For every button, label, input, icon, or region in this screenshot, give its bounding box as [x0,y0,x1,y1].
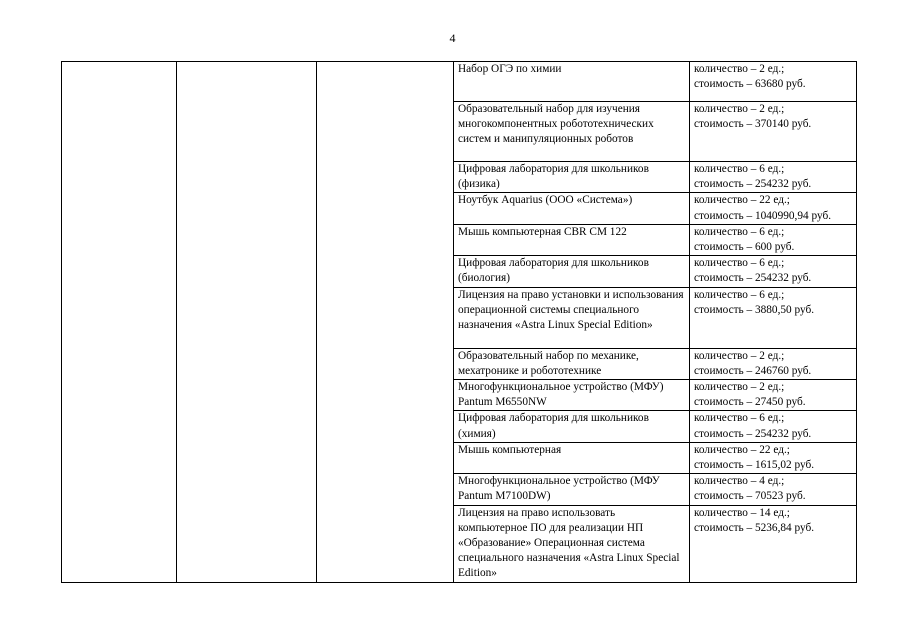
item-quantity-cost [690,348,857,379]
item-quantity-cost [690,224,857,255]
item-name: Лицензия на право использовать компьютерное ПО для реализации НП «Образование» Операционная система специального назначения «Astra Linux Special Edition» [454,505,690,582]
item-name: Образовательный набор для изучения многокомпонентных робототехнических систем и манипуляционных роботов [454,102,690,162]
item-quantity: количество – 6 ед.; [694,288,785,301]
item-quantity-cost [690,62,857,102]
item-quantity-cost [690,411,857,442]
item-quantity-cost [690,256,857,287]
item-name: Многофункциональное устройство (МФУ) Pantum M6550NW [454,380,690,411]
item-quantity-cost [690,474,857,505]
item-quantity-cost [690,162,857,193]
item-name: Образовательный набор по механике, мехатронике и робототехнике [454,348,690,379]
empty-column-3 [317,62,454,583]
table-row [62,62,857,102]
item-quantity: количество – 22 ед.; [694,194,790,207]
item-name: Мышь компьютерная [454,442,690,473]
item-quantity: количество – 22 ед.; [694,443,790,456]
item-quantity: количество – 6 ед.; [694,163,785,175]
item-cost: стоимость – 600 руб. [694,241,795,254]
item-quantity-cost [690,380,857,411]
item-quantity: количество – 2 ед.; [694,381,785,394]
item-cost: стоимость – 254232 руб. [694,272,812,285]
item-quantity: количество – 6 ед.; [694,225,785,238]
empty-column-1 [62,62,177,583]
item-quantity: количество – 4 ед.; [694,475,785,488]
item-name: Цифровая лаборатория для школьников (биология) [454,256,690,287]
item-name: Цифровая лаборатория для школьников (физика) [454,162,690,193]
item-quantity: количество – 2 ед.; [694,103,785,115]
item-cost: стоимость – 370140 руб. [694,118,812,131]
item-cost: стоимость – 254232 руб. [694,427,812,440]
item-quantity-cost [690,102,857,162]
item-name: Многофункциональное устройство (МФУ Pantum M7100DW) [454,474,690,505]
equipment-table [61,61,857,583]
item-quantity-cost [690,442,857,473]
item-quantity-cost [690,193,857,224]
item-name: Цифровая лаборатория для школьников (химия) [454,411,690,442]
item-quantity-cost [690,505,857,582]
item-cost: стоимость – 5236,84 руб. [694,521,815,534]
item-cost: стоимость – 246760 руб. [694,364,812,377]
item-cost: стоимость – 70523 руб. [694,490,806,503]
item-name: Набор ОГЭ по химии [454,62,690,102]
item-quantity: количество – 6 ед.; [694,257,785,270]
item-name: Мышь компьютерная CBR CM 122 [454,224,690,255]
item-cost: стоимость – 1615,02 руб. [694,459,815,472]
item-cost: стоимость – 27450 руб. [694,396,806,409]
empty-column-2 [177,62,317,583]
item-quantity: количество – 2 ед.; [694,63,785,75]
item-quantity: количество – 6 ед.; [694,412,785,425]
item-cost: стоимость – 63680 руб. [694,78,806,91]
page-number: 4 [449,31,456,45]
item-quantity: количество – 2 ед.; [694,349,785,362]
item-name: Ноутбук Aquarius (ООО «Система») [454,193,690,224]
item-cost: стоимость – 254232 руб. [694,178,812,191]
item-name: Лицензия на право установки и использования операционной системы специального назначения «Astra Linux Special Edition» [454,287,690,348]
item-quantity: количество – 14 ед.; [694,506,790,519]
item-quantity-cost [690,287,857,348]
item-cost: стоимость – 3880,50 руб. [694,303,815,316]
item-cost: стоимость – 1040990,94 руб. [694,209,832,222]
